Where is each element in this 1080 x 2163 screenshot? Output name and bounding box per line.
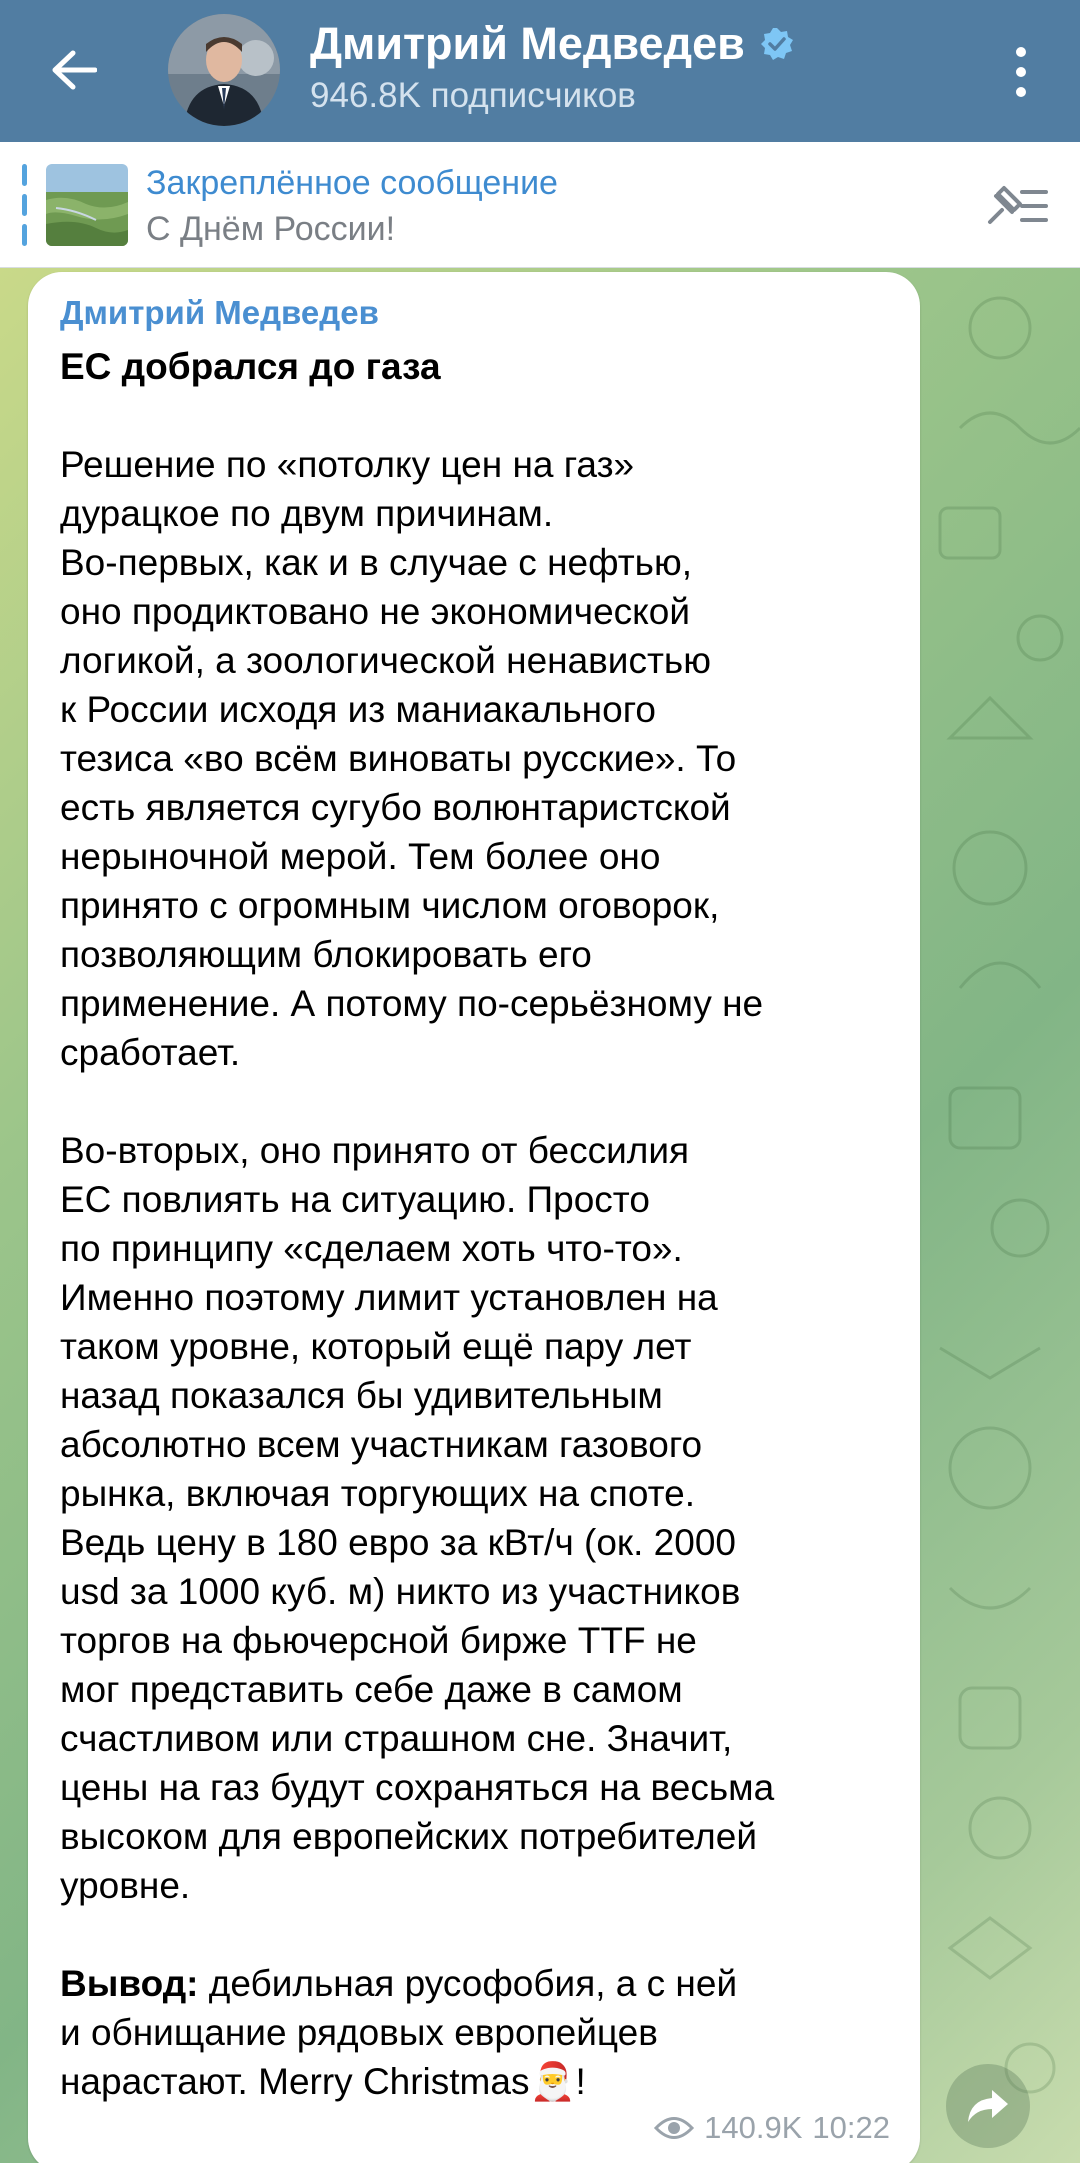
pinned-thumbnail — [46, 164, 128, 246]
text-line: мог представить себе даже в самом — [60, 1669, 683, 1710]
text-line: нерыночной мерой. Тем более оно — [60, 836, 661, 877]
pinned-text: С Днём России! — [146, 210, 396, 248]
verified-badge-icon — [759, 26, 795, 62]
text-line: цены на газ будут сохраняться на весьма — [60, 1767, 775, 1808]
text-line: Решение по «потолку цен на газ» — [60, 444, 635, 485]
channel-avatar[interactable] — [168, 14, 280, 126]
text-line: счастливом или страшном сне. Значит, — [60, 1718, 733, 1759]
conclusion-label: Вывод: — [60, 1963, 199, 2004]
message-bubble[interactable] — [28, 272, 920, 2163]
conclusion-line — [60, 1959, 910, 2008]
text-line: и обнищание рядовых европейцев — [60, 2012, 658, 2053]
more-options-button[interactable] — [1006, 42, 1036, 102]
more-vertical-icon — [1016, 47, 1026, 57]
text-line: высоком для европейских потребителей — [60, 1816, 758, 1857]
pinned-list-button[interactable] — [982, 178, 1050, 232]
text-line: Во-первых, как и в случае с нефтью, — [60, 542, 692, 583]
text-line: по принципу «сделаем хоть что-то». — [60, 1228, 683, 1269]
text-line: логикой, а зоологической ненавистью — [60, 640, 711, 681]
text-line: есть является сугубо волюнтаристской — [60, 787, 731, 828]
channel-name[interactable]: Дмитрий Медведев — [310, 18, 745, 69]
conclusion-text: дебильная русофобия, а с ней — [208, 1963, 738, 2004]
text-line: позволяющим блокировать его — [60, 934, 592, 975]
message-title: ЕС добрался до газа — [60, 346, 441, 387]
message-body — [60, 440, 910, 2106]
back-button[interactable] — [44, 40, 104, 100]
text-line: usd за 1000 куб. м) никто из участников — [60, 1571, 741, 1612]
message-author[interactable]: Дмитрий Медведев — [60, 294, 379, 331]
pin-list-icon — [982, 178, 1050, 232]
share-button[interactable] — [946, 2064, 1030, 2148]
message-time: 10:22 — [812, 2110, 890, 2145]
subscriber-count: 946.8K подписчиков — [310, 76, 636, 115]
share-arrow-icon — [966, 2088, 1010, 2124]
text-line: абсолютно всем участникам газового — [60, 1424, 703, 1465]
text-line: Ведь цену в 180 евро за кВт/ч (ок. 2000 — [60, 1522, 736, 1563]
text-line: рынка, включая торгующих на споте. — [60, 1473, 695, 1514]
text-line: применение. А потому по-серьёзному не — [60, 983, 764, 1024]
text-line: торгов на фьючерсной бирже TTF не — [60, 1620, 697, 1661]
text-line: Во-вторых, оно принято от бессилия — [60, 1130, 690, 1171]
conclusion-end: ! — [575, 2061, 586, 2102]
text-line: оно продиктовано не экономической — [60, 591, 690, 632]
view-count: 140.9K — [704, 2110, 803, 2145]
text-line: к России исходя из маниакального — [60, 689, 656, 730]
text-line: тезиса «во всём виноваты русские». То — [60, 738, 737, 779]
text-line: дурацкое по двум причинам. — [60, 493, 554, 534]
conclusion-text: нарастают. Merry Christmas — [60, 2061, 530, 2102]
text-line — [60, 2057, 910, 2106]
santa-emoji: 🎅 — [529, 2061, 576, 2102]
text-line: ЕС повлиять на ситуацию. Просто — [60, 1179, 650, 1220]
arrow-left-icon — [51, 50, 97, 90]
text-line: принято с огромным числом оговорок, — [60, 885, 720, 926]
text-line: Именно поэтому лимит установлен на — [60, 1277, 718, 1318]
pin-indicator — [22, 164, 27, 246]
text-line: таком уровне, который ещё пару лет — [60, 1326, 692, 1367]
chat-header — [0, 0, 1080, 142]
pinned-title: Закреплённое сообщение — [146, 164, 558, 202]
text-line: уровне. — [60, 1865, 191, 1906]
pinned-message-bar[interactable] — [0, 142, 1080, 268]
eye-icon — [654, 2115, 694, 2141]
text-line: сработает. — [60, 1032, 241, 1073]
text-line: назад показался бы удивительным — [60, 1375, 663, 1416]
message-meta — [654, 2110, 890, 2146]
